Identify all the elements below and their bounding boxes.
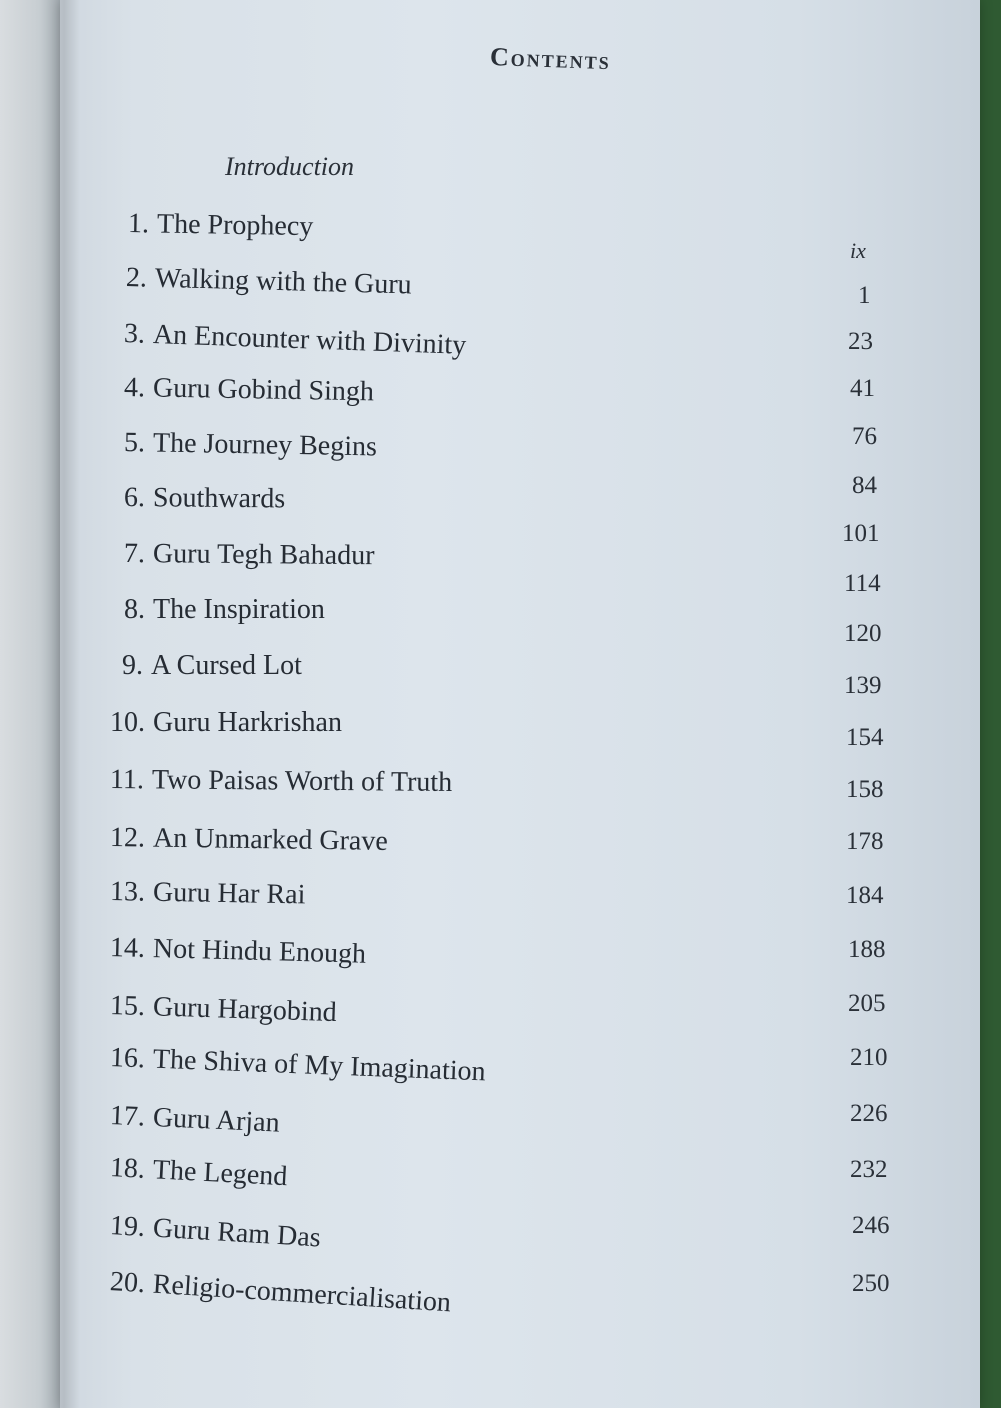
toc-page-number: 250 [852,1270,890,1297]
toc-chapter-number: 14. [109,932,146,964]
toc-chapter-number: 12. [109,822,146,854]
toc-chapter-title: The Inspiration [153,594,325,625]
toc-page-number: 114 [844,570,881,597]
toc-chapter-number: 8. [124,594,145,625]
toc-page-number: 226 [850,1100,888,1127]
toc-chapter-number: 10. [110,707,145,738]
toc-page-number: 120 [844,620,882,647]
toc-chapter-entry [109,1210,322,1254]
toc-page-number: 210 [850,1044,888,1071]
toc-chapter-title: The Prophecy [156,208,314,243]
toc-chapter-title: Walking with the Guru [154,262,413,301]
toc-chapter-number: 17. [109,1100,146,1133]
toc-chapter-title: A Cursed Lot [151,650,302,681]
toc-page-number: 178 [846,828,884,855]
toc-chapter-entry [109,1042,486,1088]
toc-chapter-number: 13. [109,876,146,908]
toc-chapter-title: Guru Harkrishan [153,707,342,738]
toc-chapter-number: 9. [122,650,143,681]
toc-chapter-number: 3. [123,318,146,350]
toc-page-number: 101 [842,520,880,547]
toc-page-number: 188 [848,936,886,963]
toc-chapter-title: Religio-commercialisation [151,1268,452,1319]
toc-chapter-entry [109,1152,288,1193]
toc-chapter-number: 11. [109,764,145,796]
toc-introduction: Introduction [225,152,355,181]
toc-chapter-title: An Unmarked Grave [152,822,389,857]
toc-chapter-title: Guru Har Rai [152,876,306,911]
toc-chapter-entry [110,764,452,799]
toc-chapter-entry [109,1266,452,1319]
toc-page-number: ix [850,238,866,263]
toc-chapter-number: 19. [109,1210,146,1244]
toc-chapter-title: Two Paisas Worth of Truth [151,764,453,798]
toc-chapter-entry [124,427,377,463]
toc-chapter-title: An Encounter with Divinity [152,319,467,361]
contents-title: Contents [489,42,612,76]
toc-page-number: 23 [848,328,873,355]
toc-page-number: 1 [858,282,871,309]
toc-chapter-entry [110,876,306,911]
toc-chapter-title: Guru Hargobind [152,991,338,1029]
toc-page-number: 184 [846,882,884,909]
toc-page-number: 76 [852,423,877,450]
toc-chapter-entry [128,208,314,243]
toc-chapter-title: Guru Ram Das [152,1212,322,1254]
toc-chapter-entry [124,482,286,515]
toc-page-number: 154 [846,724,884,751]
toc-page-number: 232 [850,1156,888,1183]
toc-chapter-title: The Legend [152,1154,289,1193]
toc-chapter-number: 15. [109,990,146,1023]
toc-chapter-entry [109,990,337,1029]
toc-chapter-number: 20. [109,1266,146,1300]
toc-page-number: 84 [852,472,877,499]
toc-chapter-entry [126,262,412,301]
toc-chapter-entry [124,594,325,626]
toc-chapter-title: Guru Gobind Singh [152,372,375,408]
toc-chapter-title: Southwards [152,482,286,515]
toc-page-number: 139 [844,672,882,699]
toc-chapter-entry [110,822,388,858]
toc-chapter-entry [110,707,342,739]
toc-chapter-entry [110,932,367,971]
toc-chapter-entry [109,1100,280,1140]
toc-page-number: 41 [850,375,875,402]
toc-chapter-entry [122,650,302,682]
toc-chapter-title: Guru Arjan [152,1101,281,1139]
toc-chapter-title: Guru Tegh Bahadur [152,538,375,572]
book-page [60,0,980,1408]
toc-chapter-number: 6. [123,482,146,514]
toc-chapter-number: 2. [125,262,148,294]
toc-page-number: 246 [852,1212,890,1239]
toc-chapter-number: 5. [123,427,146,459]
toc-chapter-entry [123,318,466,362]
toc-chapter-number: 18. [109,1152,146,1185]
toc-chapter-title: Not Hindu Enough [152,933,367,970]
toc-chapter-entry [124,372,374,408]
toc-page-number: 158 [846,776,884,803]
toc-chapter-number: 16. [109,1042,146,1075]
toc-chapter-entry [124,538,375,572]
page-gutter-shadow [40,0,80,1408]
toc-chapter-title: The Shiva of My Imagination [152,1043,487,1088]
toc-chapter-number: 7. [123,538,146,570]
toc-chapter-number: 1. [127,208,150,240]
toc-chapter-number: 4. [123,372,146,404]
toc-page-number: 205 [848,990,886,1017]
toc-chapter-title: The Journey Begins [152,427,378,463]
